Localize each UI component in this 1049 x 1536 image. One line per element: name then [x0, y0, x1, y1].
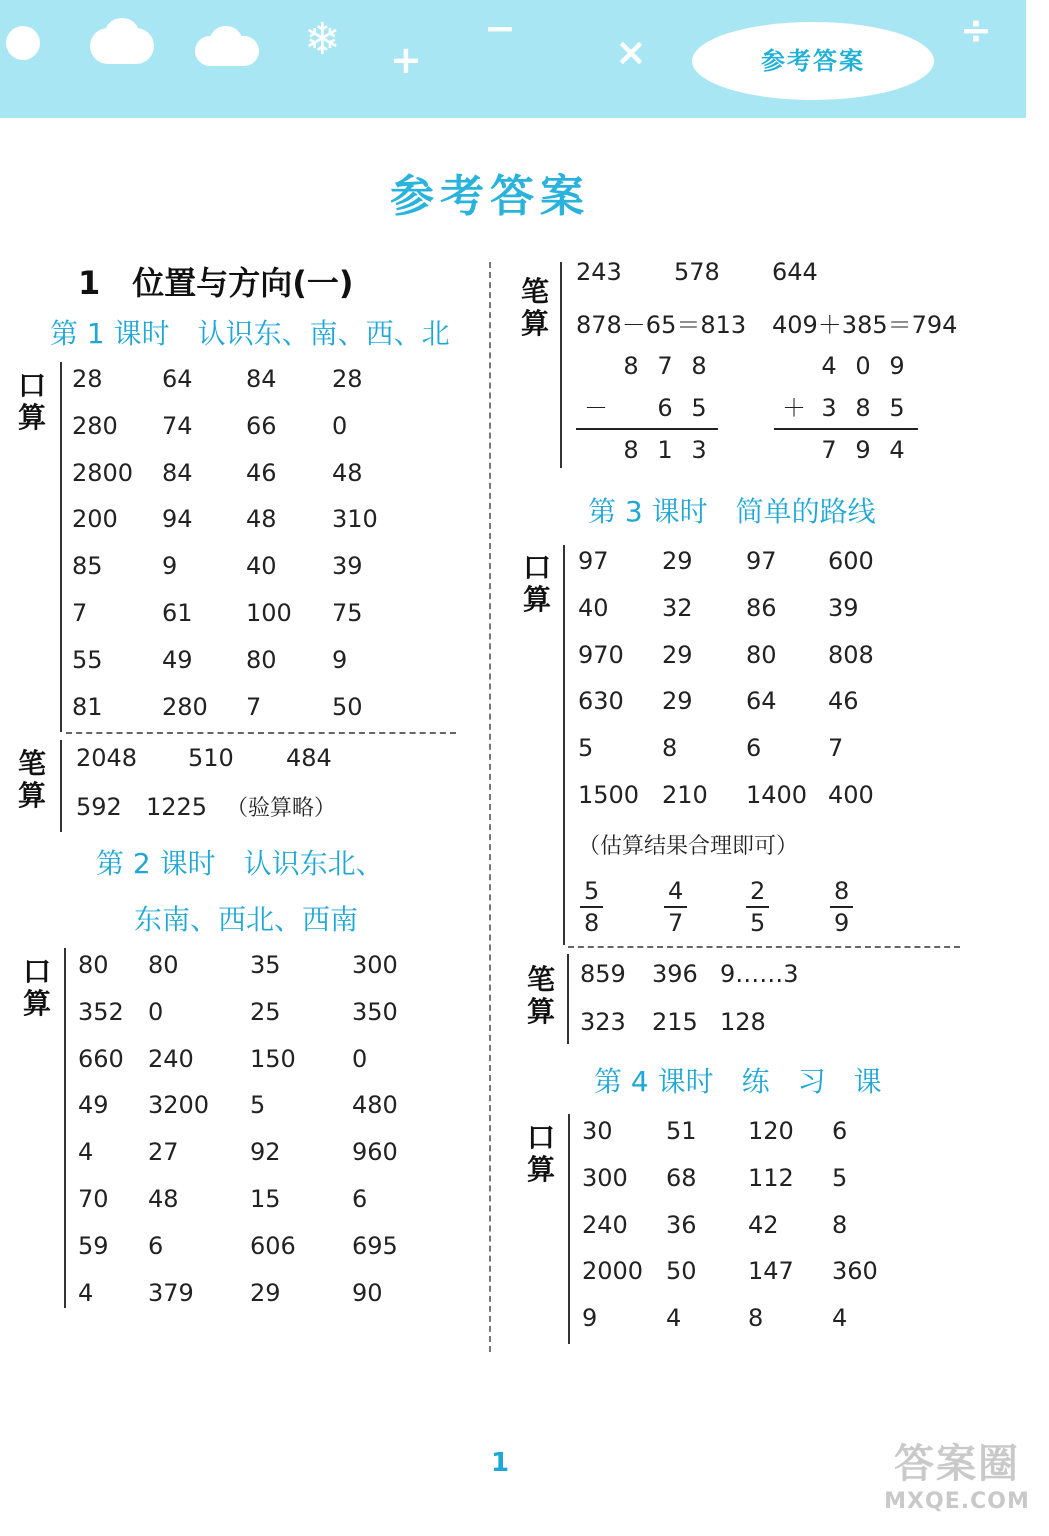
oral-tag: 口算	[522, 551, 551, 616]
lesson-1-title: 第 1 课时 认识东、南、西、北	[50, 317, 450, 350]
answer: 80	[148, 951, 179, 979]
answer: 29	[662, 547, 693, 575]
header-pill-label: 参考答案	[761, 47, 865, 75]
answer: 29	[662, 687, 693, 716]
answer: 46	[246, 458, 277, 487]
answer: 112	[748, 1163, 794, 1192]
answer: 74	[162, 411, 193, 440]
numerator: 2	[746, 876, 769, 908]
answer: 2000	[582, 1257, 644, 1286]
answer: 660	[78, 1044, 124, 1073]
answer: 1225	[146, 793, 208, 821]
answer: 35	[250, 951, 281, 979]
digit: 7	[657, 352, 673, 380]
answer: 40	[578, 593, 609, 622]
answer: 48	[246, 505, 277, 534]
watermark-text: 答案圈	[894, 1441, 1020, 1487]
oral-tag: 口算	[526, 1121, 555, 1186]
answer: 29	[250, 1278, 281, 1307]
answer: 84	[162, 458, 193, 487]
denominator: 7	[668, 909, 684, 937]
written-answers-line	[580, 1008, 766, 1036]
page-number: 1	[490, 1448, 510, 1478]
digit: 8	[623, 436, 639, 464]
answer: 39	[828, 593, 859, 622]
section-divider	[64, 948, 66, 1308]
answer: 484	[286, 744, 332, 772]
estimate-note: （估算结果合理即可）	[578, 834, 799, 859]
lesson-2-oral-grid	[78, 942, 442, 1316]
answer: 86	[746, 593, 777, 622]
plus-symbol: +	[390, 38, 422, 82]
written-answers-line	[580, 960, 799, 988]
answer: 7	[246, 692, 262, 721]
times-symbol: ×	[615, 30, 647, 74]
denominator: 9	[834, 909, 850, 937]
answer: 64	[162, 365, 193, 393]
equation: 878－65＝813	[576, 311, 747, 339]
answer: 592	[76, 793, 122, 821]
answer: 75	[332, 598, 363, 627]
digit: 5	[889, 394, 905, 422]
numerator: 5	[580, 876, 603, 908]
written-answers-line	[76, 791, 336, 822]
numerator: 8	[830, 876, 853, 908]
note: （验算略）	[226, 796, 337, 821]
denominator: 8	[584, 909, 600, 937]
answer: 9	[332, 645, 348, 674]
result-line	[576, 428, 718, 430]
answer: 100	[246, 598, 292, 627]
answer: 28	[332, 365, 363, 393]
answer: 92	[250, 1138, 281, 1167]
answer: 94	[162, 505, 193, 534]
answer: 644	[772, 258, 818, 286]
digit: 7	[821, 436, 837, 464]
answer: 49	[78, 1091, 109, 1120]
rain-cloud-icon	[210, 26, 242, 54]
answer: 1500	[578, 780, 640, 809]
answer: 695	[352, 1231, 398, 1260]
digit: 9	[855, 436, 871, 464]
answer: 6	[352, 1184, 368, 1213]
answer: 2800	[72, 458, 134, 487]
answer: 48	[148, 1184, 179, 1213]
answer: 600	[828, 547, 874, 575]
answer: 859	[580, 960, 626, 988]
answer: 97	[578, 547, 609, 575]
answer: 39	[332, 552, 363, 581]
answer: 5	[578, 734, 594, 763]
digit: 1	[657, 436, 673, 464]
answer: 352	[78, 997, 124, 1026]
answer: 630	[578, 687, 624, 716]
answer: 578	[674, 258, 720, 286]
answer: 46	[828, 687, 859, 716]
answer: 15	[250, 1184, 281, 1213]
answer: 960	[352, 1138, 398, 1167]
answer: 120	[748, 1117, 794, 1145]
answer: 9	[162, 552, 178, 581]
answer: 3200	[148, 1091, 210, 1120]
digit: 8	[855, 394, 871, 422]
fraction	[746, 876, 769, 938]
answer: 7	[828, 734, 844, 763]
cloud-icon	[105, 18, 139, 48]
answer: 4	[78, 1138, 94, 1167]
answer: 808	[828, 640, 874, 669]
digit: 8	[623, 352, 639, 380]
answer: 32	[662, 593, 693, 622]
denominator: 5	[750, 909, 766, 937]
chapter-title: 1 位置与方向(一)	[78, 264, 354, 302]
answer: 90	[352, 1278, 383, 1307]
digit: 4	[821, 352, 837, 380]
answer: 8	[662, 734, 678, 763]
digit: 8	[691, 352, 707, 380]
lesson-2-title: 第 2 课时 认识东北、	[96, 847, 384, 880]
vertical-addition	[776, 345, 914, 471]
watermark-logo	[872, 1432, 1042, 1514]
answer: 396	[652, 960, 698, 988]
digit	[614, 387, 648, 429]
answer: 61	[162, 598, 193, 627]
answer: 2048	[76, 744, 138, 772]
answer: 80	[78, 951, 109, 979]
digit: 3	[821, 394, 837, 422]
oral-tag: 口算	[22, 955, 51, 1020]
digit: 0	[855, 352, 871, 380]
minus-symbol: −	[484, 6, 516, 50]
digit: 6	[657, 394, 673, 422]
answer: 200	[72, 505, 118, 534]
section-divider	[60, 740, 62, 832]
digit: 4	[889, 436, 905, 464]
answer: 6	[832, 1117, 848, 1145]
answer: 0	[148, 997, 164, 1026]
answer: 6	[148, 1231, 164, 1260]
answer: 42	[748, 1210, 779, 1239]
answer: 606	[250, 1231, 296, 1260]
digit	[776, 345, 812, 387]
dashed-divider	[66, 732, 456, 734]
answer: 84	[246, 365, 277, 393]
answer: 9……3	[720, 960, 799, 988]
written-tag: 笔算	[520, 275, 549, 340]
equation: 409＋385＝794	[772, 311, 958, 339]
watermark-url: MXQE.COM	[884, 1489, 1030, 1514]
section-divider	[567, 954, 569, 1044]
answer: 28	[72, 365, 103, 393]
written-tag: 笔算	[17, 747, 46, 812]
section-divider	[60, 362, 62, 732]
answer: 300	[582, 1163, 628, 1192]
answer: 300	[352, 951, 398, 979]
digit	[578, 429, 614, 471]
answer: 55	[72, 645, 103, 674]
answer: 80	[246, 645, 277, 674]
answer: 379	[148, 1278, 194, 1307]
answer: 27	[148, 1138, 179, 1167]
dashed-divider	[568, 946, 960, 948]
answer: 5	[832, 1163, 848, 1192]
answer: 280	[162, 692, 208, 721]
digit: 5	[691, 394, 707, 422]
lesson-3-title: 第 3 课时 简单的路线	[588, 495, 876, 528]
answer: 0	[332, 411, 348, 440]
fraction	[664, 876, 687, 938]
answer: 8	[748, 1304, 764, 1333]
answer: 36	[666, 1210, 697, 1239]
fraction	[830, 876, 853, 938]
answer: 210	[662, 780, 708, 809]
answer: 48	[332, 458, 363, 487]
answer: 70	[78, 1184, 109, 1213]
answer: 6	[746, 734, 762, 763]
answer: 51	[666, 1117, 697, 1145]
answer: 80	[746, 640, 777, 669]
operator: －	[584, 394, 608, 422]
answer: 310	[332, 505, 378, 534]
answer: 59	[78, 1231, 109, 1260]
digit	[776, 429, 812, 471]
answer: 215	[652, 1008, 698, 1036]
answer: 5	[250, 1091, 266, 1120]
written-answers-line	[576, 258, 818, 286]
answer: 97	[746, 547, 777, 575]
section-divider	[568, 1114, 570, 1344]
result-line	[774, 428, 918, 430]
page-title: 参考答案	[390, 171, 590, 222]
divide-symbol: ÷	[960, 8, 992, 52]
answer: 0	[352, 1044, 368, 1073]
operator: ＋	[782, 394, 806, 422]
answer: 50	[666, 1257, 697, 1286]
answer: 480	[352, 1091, 398, 1120]
circle-decoration	[6, 26, 40, 60]
digit: 9	[889, 352, 905, 380]
answer: 64	[746, 687, 777, 716]
section-divider	[560, 262, 562, 468]
answer: 9	[582, 1304, 598, 1333]
digit: 3	[691, 436, 707, 464]
numerator: 4	[664, 876, 687, 908]
lesson-2-title-cont: 东南、西北、西南	[134, 903, 359, 936]
oral-tag: 口算	[17, 369, 46, 434]
vertical-subtraction	[578, 345, 716, 471]
answer: 147	[748, 1257, 794, 1286]
answer: 8	[832, 1210, 848, 1239]
answer: 350	[352, 997, 398, 1026]
answer: 970	[578, 640, 624, 669]
lesson-4-title: 第 4 课时 练 习 课	[594, 1065, 882, 1098]
lesson-4-oral-grid	[582, 1108, 912, 1342]
answer: 400	[828, 780, 874, 809]
answer: 360	[832, 1257, 878, 1286]
header-pill	[692, 22, 934, 100]
answer: 4	[78, 1278, 94, 1307]
lesson-3-oral-grid	[578, 538, 918, 819]
answer: 4	[666, 1304, 682, 1333]
section-divider	[563, 545, 565, 945]
answer: 68	[666, 1163, 697, 1192]
answer: 4	[832, 1304, 848, 1333]
written-tag: 笔算	[526, 963, 555, 1028]
answer: 66	[246, 411, 277, 440]
answer: 1400	[746, 780, 808, 809]
answer: 150	[250, 1044, 296, 1073]
column-divider	[489, 262, 491, 1352]
answer: 50	[332, 692, 363, 721]
answer: 7	[72, 598, 88, 627]
lesson-1-oral-grid	[72, 356, 422, 730]
written-answers-line	[76, 744, 332, 772]
snowflake-icon: ❄	[304, 14, 341, 65]
answer: 128	[720, 1008, 766, 1036]
answer: 25	[250, 997, 281, 1026]
fraction	[580, 876, 603, 938]
answer: 240	[148, 1044, 194, 1073]
answer: 30	[582, 1117, 613, 1145]
answer: 280	[72, 411, 118, 440]
answer: 81	[72, 692, 103, 721]
answer: 240	[582, 1210, 628, 1239]
answer: 40	[246, 552, 277, 581]
answer: 323	[580, 1008, 626, 1036]
answer: 243	[576, 258, 622, 286]
answer: 49	[162, 645, 193, 674]
answer: 29	[662, 640, 693, 669]
answer: 85	[72, 552, 103, 581]
answer: 510	[188, 744, 234, 772]
digit	[578, 345, 614, 387]
